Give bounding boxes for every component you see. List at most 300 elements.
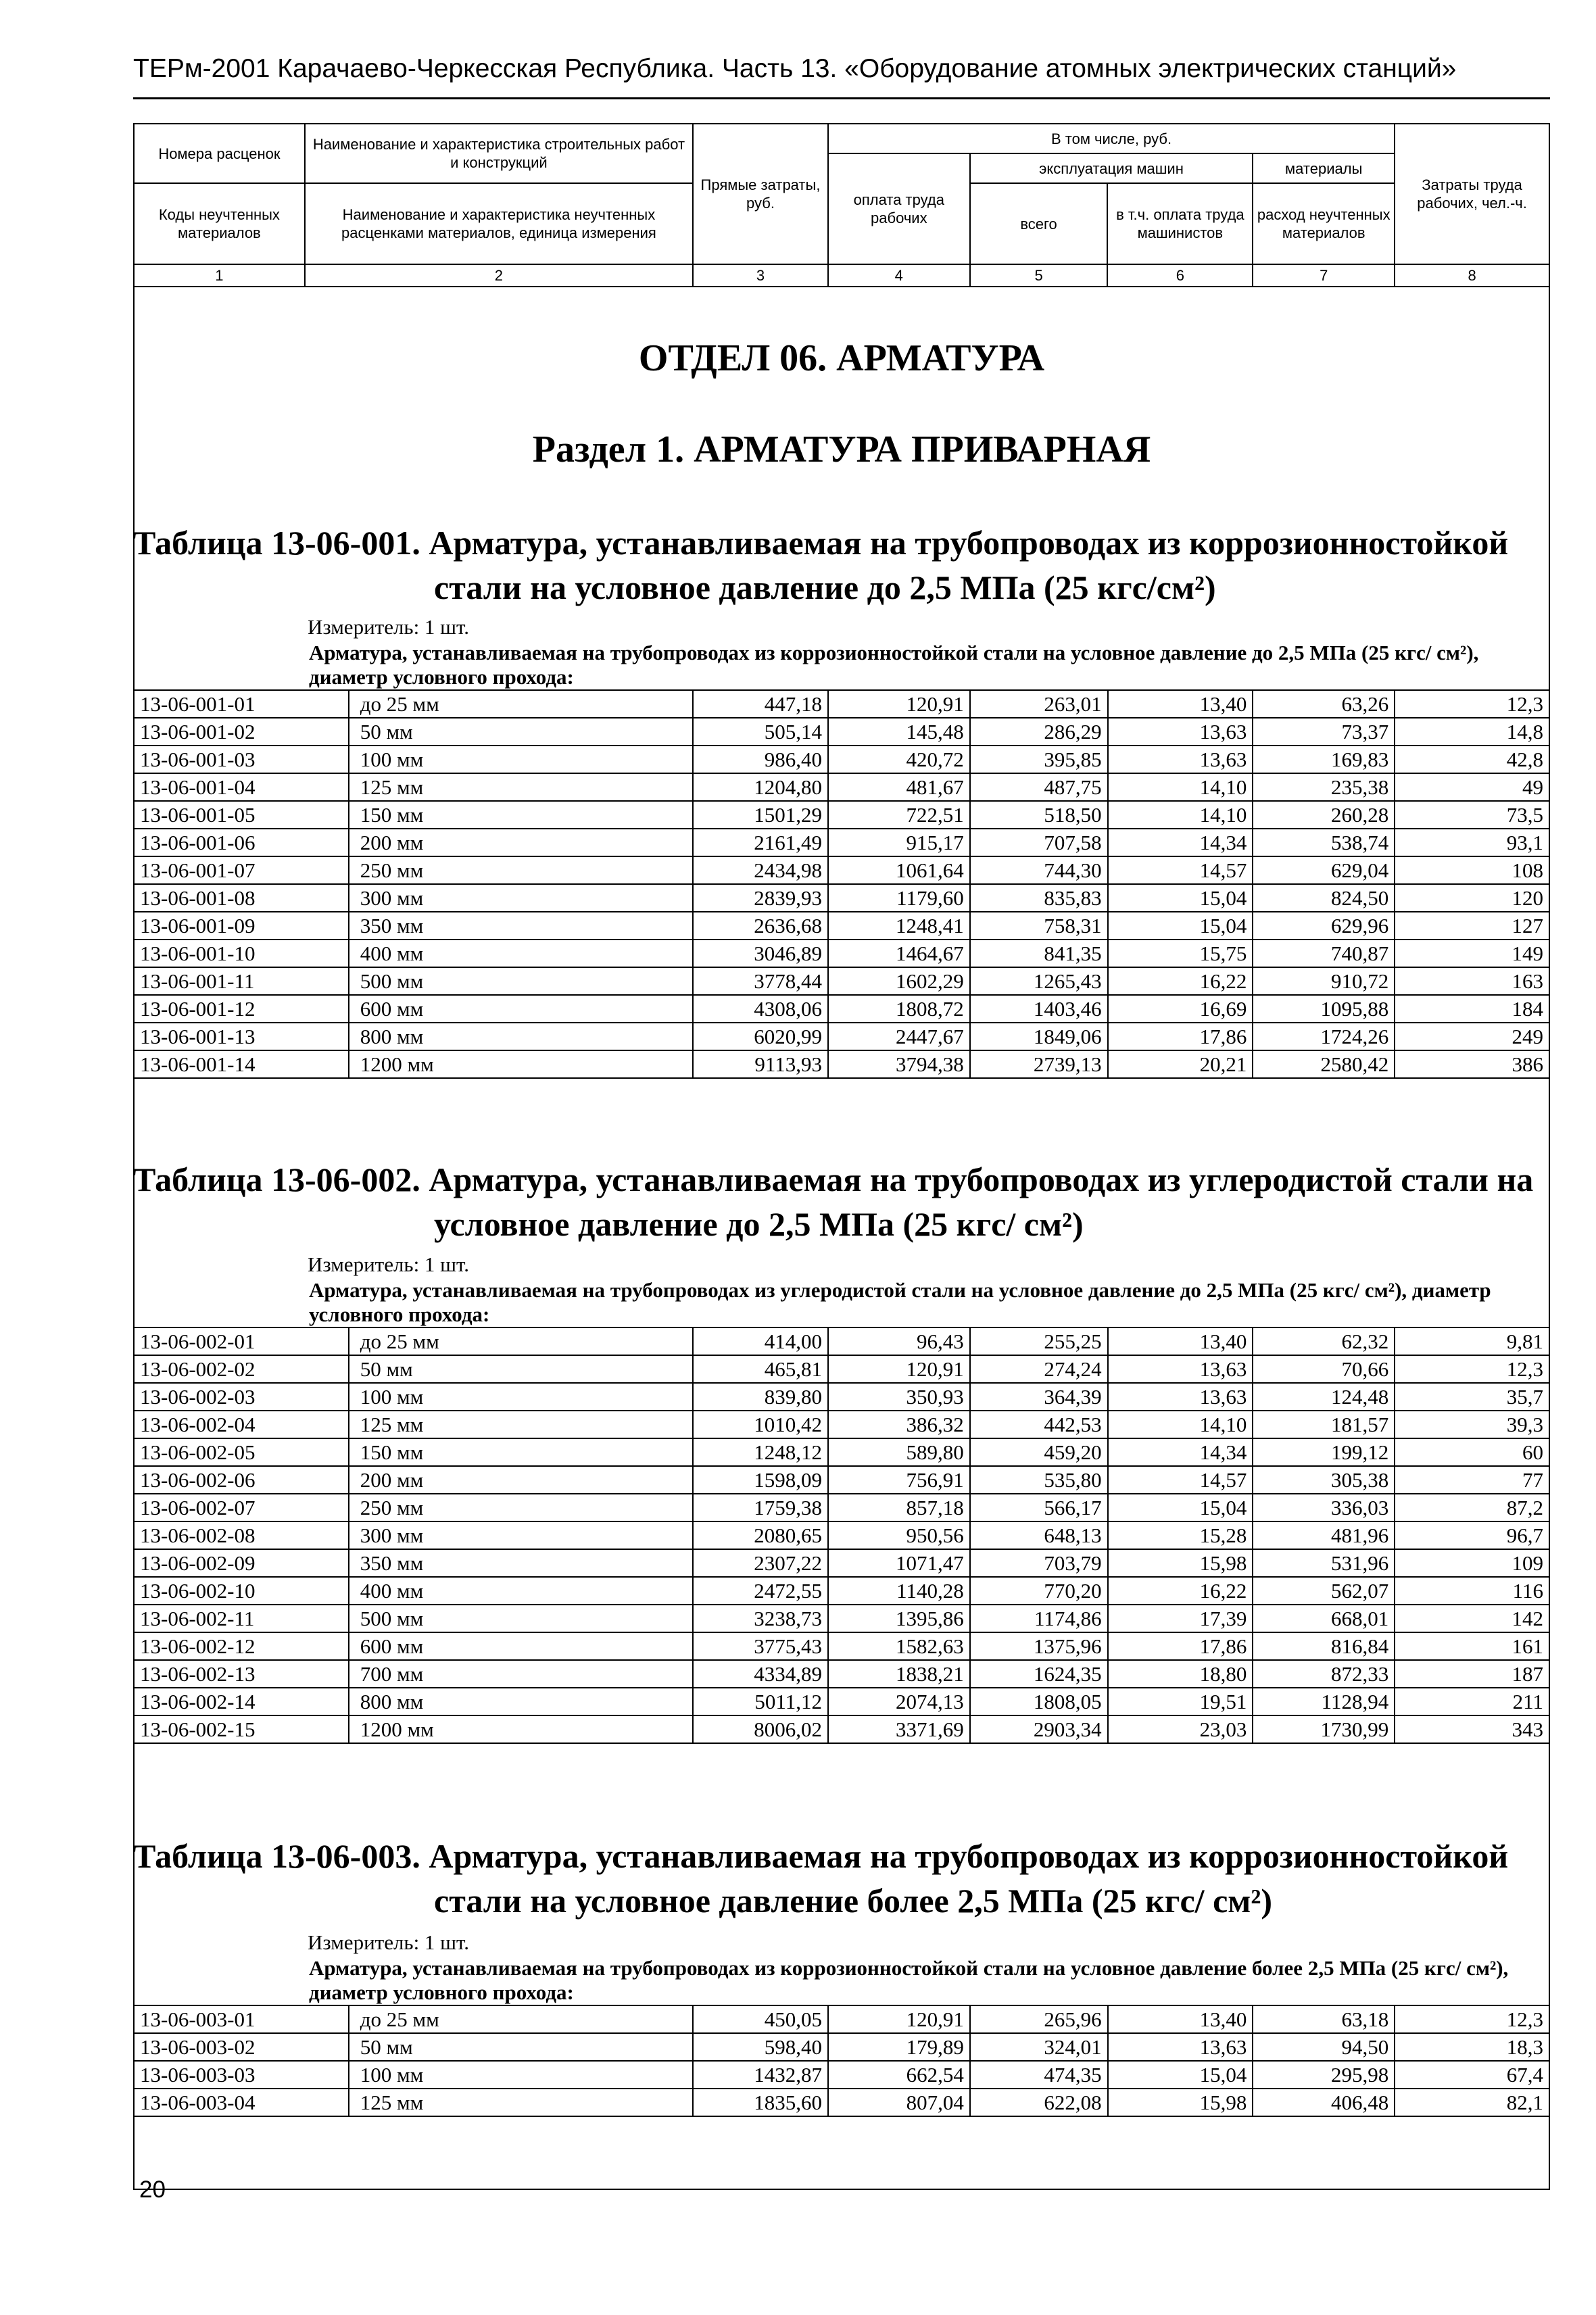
table-row [134, 1521, 1549, 1549]
labor-hours-cell: 12,3 [1395, 690, 1549, 718]
machines-total-cell: 255,25 [970, 1327, 1108, 1355]
direct-cost-cell: 8006,02 [693, 1715, 828, 1743]
rate-code-cell: 13-06-001-10 [134, 940, 349, 967]
materials-cost-cell: 94,50 [1253, 2033, 1395, 2061]
machines-total-cell: 744,30 [970, 856, 1108, 884]
labor-pay-cell: 1602,29 [828, 967, 970, 995]
table-row [134, 746, 1549, 773]
rate-code-cell: 13-06-003-03 [134, 2061, 349, 2089]
machines-total-cell: 535,80 [970, 1466, 1108, 1494]
running-header: ТЕРм-2001 Карачаево-Черкесская Республика. Часть 13. «Оборудование атомных электрических станций» [133, 54, 1457, 83]
rate-code-cell: 13-06-002-06 [134, 1466, 349, 1494]
table-row [134, 1411, 1549, 1438]
materials-cost-cell: 1724,26 [1253, 1023, 1395, 1050]
work-name-cell: 600 мм [349, 995, 693, 1023]
labor-hours-cell: 12,3 [1395, 2005, 1549, 2033]
labor-pay-cell: 3371,69 [828, 1715, 970, 1743]
rate-code-cell: 13-06-002-08 [134, 1521, 349, 1549]
labor-pay-cell: 2447,67 [828, 1023, 970, 1050]
work-name-cell: 700 мм [349, 1660, 693, 1688]
materials-cost-cell: 872,33 [1253, 1660, 1395, 1688]
work-name-cell: 500 мм [349, 967, 693, 995]
table-caption [133, 1157, 1559, 1246]
work-name-cell: 600 мм [349, 1632, 693, 1660]
rate-code-cell: 13-06-001-08 [134, 884, 349, 912]
machinist-pay-cell: 20,21 [1108, 1050, 1253, 1078]
machinist-pay-cell: 15,04 [1108, 884, 1253, 912]
labor-hours-cell: 60 [1395, 1438, 1549, 1466]
table-row [134, 1605, 1549, 1632]
work-name-cell: 300 мм [349, 884, 693, 912]
work-name-cell: 150 мм [349, 1438, 693, 1466]
work-name-cell: до 25 мм [349, 690, 693, 718]
direct-cost-cell: 447,18 [693, 690, 828, 718]
data-table [133, 1278, 1550, 1744]
labor-pay-cell: 1582,63 [828, 1632, 970, 1660]
direct-cost-cell: 2839,93 [693, 884, 828, 912]
rate-code-cell: 13-06-001-06 [134, 829, 349, 856]
labor-pay-cell: 2074,13 [828, 1688, 970, 1715]
table-row [134, 1383, 1549, 1411]
table-row [134, 1660, 1549, 1688]
labor-pay-cell: 96,43 [828, 1327, 970, 1355]
work-name-cell: 100 мм [349, 746, 693, 773]
machinist-pay-cell: 15,28 [1108, 1521, 1253, 1549]
machines-total-cell: 1375,96 [970, 1632, 1108, 1660]
page-number: 20 [139, 2176, 166, 2203]
table-row [134, 884, 1549, 912]
labor-pay-cell: 120,91 [828, 690, 970, 718]
machines-total-cell: 265,96 [970, 2005, 1108, 2033]
machinist-pay-cell: 17,86 [1108, 1632, 1253, 1660]
machinist-pay-cell: 13,40 [1108, 690, 1253, 718]
table-row [134, 2033, 1549, 2061]
labor-hours-cell: 77 [1395, 1466, 1549, 1494]
table-caption [133, 520, 1559, 610]
labor-pay-cell: 350,93 [828, 1383, 970, 1411]
direct-cost-cell: 986,40 [693, 746, 828, 773]
table-caption-line2: стали на условное давление до 2,5 МПа (25 кгс/см²) [434, 568, 1216, 606]
direct-cost-cell: 465,81 [693, 1355, 828, 1383]
materials-cost-cell: 70,66 [1253, 1355, 1395, 1383]
labor-pay-cell: 589,80 [828, 1438, 970, 1466]
direct-cost-cell: 1835,60 [693, 2089, 828, 2116]
materials-cost-cell: 305,38 [1253, 1466, 1395, 1494]
work-name-cell: 125 мм [349, 773, 693, 801]
work-name-cell: 50 мм [349, 2033, 693, 2061]
hdr-machines: эксплуатация машин [970, 153, 1253, 183]
rate-code-cell: 13-06-002-15 [134, 1715, 349, 1743]
labor-pay-cell: 662,54 [828, 2061, 970, 2089]
labor-pay-cell: 807,04 [828, 2089, 970, 2116]
direct-cost-cell: 1248,12 [693, 1438, 828, 1466]
machines-total-cell: 395,85 [970, 746, 1108, 773]
direct-cost-cell: 4334,89 [693, 1660, 828, 1688]
machinist-pay-cell: 14,57 [1108, 1466, 1253, 1494]
direct-cost-cell: 6020,99 [693, 1023, 828, 1050]
direct-cost-cell: 3046,89 [693, 940, 828, 967]
table-caption [133, 1834, 1559, 1923]
machines-total-cell: 566,17 [970, 1494, 1108, 1521]
materials-cost-cell: 1095,88 [1253, 995, 1395, 1023]
hdr-num-1: 1 [134, 264, 305, 287]
machinist-pay-cell: 14,10 [1108, 773, 1253, 801]
department-title: ОТДЕЛ 06. АРМАТУРА [638, 337, 1045, 379]
labor-hours-cell: 211 [1395, 1688, 1549, 1715]
labor-hours-cell: 142 [1395, 1605, 1549, 1632]
table-row [134, 1577, 1549, 1605]
direct-cost-cell: 1432,87 [693, 2061, 828, 2089]
labor-hours-cell: 187 [1395, 1660, 1549, 1688]
table-row [134, 718, 1549, 746]
work-name-cell: 250 мм [349, 1494, 693, 1521]
machinist-pay-cell: 15,98 [1108, 1549, 1253, 1577]
machines-total-cell: 263,01 [970, 690, 1108, 718]
hdr-col4: оплата труда рабочих [828, 153, 970, 264]
materials-cost-cell: 910,72 [1253, 967, 1395, 995]
work-name-cell: до 25 мм [349, 2005, 693, 2033]
table-unit: Измеритель: 1 шт. [308, 1930, 470, 1954]
hdr-col2-bottom: Наименование и характеристика неучтенных расценками материалов, единица измерения [305, 183, 693, 264]
machinist-pay-cell: 16,22 [1108, 967, 1253, 995]
materials-cost-cell: 336,03 [1253, 1494, 1395, 1521]
materials-cost-cell: 235,38 [1253, 773, 1395, 801]
labor-hours-cell: 96,7 [1395, 1521, 1549, 1549]
table-row [134, 1715, 1549, 1743]
machines-total-cell: 1808,05 [970, 1688, 1108, 1715]
labor-pay-cell: 420,72 [828, 746, 970, 773]
rate-code-cell: 13-06-001-04 [134, 773, 349, 801]
rate-code-cell: 13-06-002-07 [134, 1494, 349, 1521]
labor-hours-cell: 49 [1395, 773, 1549, 801]
table-row [134, 1023, 1549, 1050]
materials-cost-cell: 740,87 [1253, 940, 1395, 967]
rate-code-cell: 13-06-001-01 [134, 690, 349, 718]
machines-total-cell: 835,83 [970, 884, 1108, 912]
materials-cost-cell: 63,26 [1253, 690, 1395, 718]
rate-code-cell: 13-06-002-13 [134, 1660, 349, 1688]
rate-code-cell: 13-06-002-02 [134, 1355, 349, 1383]
work-name-cell: 125 мм [349, 2089, 693, 2116]
machinist-pay-cell: 13,63 [1108, 718, 1253, 746]
machines-total-cell: 286,29 [970, 718, 1108, 746]
labor-pay-cell: 1061,64 [828, 856, 970, 884]
materials-cost-cell: 629,04 [1253, 856, 1395, 884]
labor-hours-cell: 108 [1395, 856, 1549, 884]
labor-pay-cell: 386,32 [828, 1411, 970, 1438]
labor-hours-cell: 35,7 [1395, 1383, 1549, 1411]
machines-total-cell: 487,75 [970, 773, 1108, 801]
table-subheader: Арматура, устанавливаемая на трубопроводах из коррозионностойкой стали на условное давление до 2,5 МПа (25 кгс/ см²), диаметр условного прохода: [134, 641, 1549, 690]
table-row [134, 1494, 1549, 1521]
materials-cost-cell: 169,83 [1253, 746, 1395, 773]
labor-pay-cell: 1248,41 [828, 912, 970, 940]
direct-cost-cell: 505,14 [693, 718, 828, 746]
work-name-cell: 100 мм [349, 1383, 693, 1411]
machines-total-cell: 2903,34 [970, 1715, 1108, 1743]
machines-total-cell: 324,01 [970, 2033, 1108, 2061]
machines-total-cell: 703,79 [970, 1549, 1108, 1577]
work-name-cell: 150 мм [349, 801, 693, 829]
section-title: Раздел 1. АРМАТУРА ПРИВАРНАЯ [532, 429, 1151, 470]
table-row [134, 1438, 1549, 1466]
machines-total-cell: 770,20 [970, 1577, 1108, 1605]
labor-pay-cell: 1140,28 [828, 1577, 970, 1605]
table-row [134, 2061, 1549, 2089]
labor-pay-cell: 915,17 [828, 829, 970, 856]
labor-hours-cell: 82,1 [1395, 2089, 1549, 2116]
labor-hours-cell: 161 [1395, 1632, 1549, 1660]
direct-cost-cell: 3238,73 [693, 1605, 828, 1632]
labor-hours-cell: 109 [1395, 1549, 1549, 1577]
labor-pay-cell: 481,67 [828, 773, 970, 801]
machinist-pay-cell: 15,75 [1108, 940, 1253, 967]
machinist-pay-cell: 13,63 [1108, 2033, 1253, 2061]
labor-hours-cell: 39,3 [1395, 1411, 1549, 1438]
labor-pay-cell: 722,51 [828, 801, 970, 829]
work-name-cell: 50 мм [349, 718, 693, 746]
materials-cost-cell: 73,37 [1253, 718, 1395, 746]
labor-hours-cell: 18,3 [1395, 2033, 1549, 2061]
data-table [133, 641, 1550, 1079]
machinist-pay-cell: 18,80 [1108, 1660, 1253, 1688]
hdr-col1-top: Номера расценок [134, 124, 305, 183]
labor-pay-cell: 1179,60 [828, 884, 970, 912]
hdr-num-8: 8 [1395, 264, 1549, 287]
work-name-cell: 500 мм [349, 1605, 693, 1632]
labor-pay-cell: 3794,38 [828, 1050, 970, 1078]
direct-cost-cell: 1204,80 [693, 773, 828, 801]
table-unit: Измеритель: 1 шт. [308, 615, 470, 639]
direct-cost-cell: 2636,68 [693, 912, 828, 940]
machinist-pay-cell: 14,57 [1108, 856, 1253, 884]
direct-cost-cell: 2161,49 [693, 829, 828, 856]
work-name-cell: 200 мм [349, 829, 693, 856]
direct-cost-cell: 450,05 [693, 2005, 828, 2033]
hdr-incl: В том числе, руб. [828, 124, 1395, 153]
direct-cost-cell: 5011,12 [693, 1688, 828, 1715]
materials-cost-cell: 62,32 [1253, 1327, 1395, 1355]
materials-cost-cell: 481,96 [1253, 1521, 1395, 1549]
materials-cost-cell: 1128,94 [1253, 1688, 1395, 1715]
table-row [134, 1688, 1549, 1715]
machines-total-cell: 474,35 [970, 2061, 1108, 2089]
rate-code-cell: 13-06-001-13 [134, 1023, 349, 1050]
labor-hours-cell: 343 [1395, 1715, 1549, 1743]
direct-cost-cell: 1598,09 [693, 1466, 828, 1494]
direct-cost-cell: 1010,42 [693, 1411, 828, 1438]
machinist-pay-cell: 13,40 [1108, 2005, 1253, 2033]
work-name-cell: 400 мм [349, 1577, 693, 1605]
direct-cost-cell: 1759,38 [693, 1494, 828, 1521]
table-row [134, 856, 1549, 884]
materials-cost-cell: 406,48 [1253, 2089, 1395, 2116]
direct-cost-cell: 2434,98 [693, 856, 828, 884]
machinist-pay-cell: 15,04 [1108, 912, 1253, 940]
labor-hours-cell: 9,81 [1395, 1327, 1549, 1355]
table-subheader: Арматура, устанавливаемая на трубопроводах из углеродистой стали на условное давление до 2,5 МПа (25 кгс/ см²), диаметр условного прохода: [134, 1278, 1549, 1327]
machines-total-cell: 1849,06 [970, 1023, 1108, 1050]
hdr-num-3: 3 [693, 264, 828, 287]
labor-hours-cell: 249 [1395, 1023, 1549, 1050]
labor-pay-cell: 857,18 [828, 1494, 970, 1521]
machinist-pay-cell: 15,04 [1108, 2061, 1253, 2089]
labor-hours-cell: 163 [1395, 967, 1549, 995]
materials-cost-cell: 181,57 [1253, 1411, 1395, 1438]
table-row [134, 829, 1549, 856]
work-name-cell: 300 мм [349, 1521, 693, 1549]
machinist-pay-cell: 17,39 [1108, 1605, 1253, 1632]
table-row [134, 1355, 1549, 1383]
rate-code-cell: 13-06-002-09 [134, 1549, 349, 1577]
direct-cost-cell: 3775,43 [693, 1632, 828, 1660]
table-caption-line2: условное давление до 2,5 МПа (25 кгс/ см²) [434, 1205, 1084, 1243]
direct-cost-cell: 2472,55 [693, 1577, 828, 1605]
labor-pay-cell: 756,91 [828, 1466, 970, 1494]
table-row [134, 2005, 1549, 2033]
machines-total-cell: 1265,43 [970, 967, 1108, 995]
labor-pay-cell: 1808,72 [828, 995, 970, 1023]
table-row [134, 912, 1549, 940]
hdr-col2-top: Наименование и характеристика строительных работ и конструкций [305, 124, 693, 183]
work-name-cell: 1200 мм [349, 1715, 693, 1743]
machinist-pay-cell: 14,10 [1108, 801, 1253, 829]
hdr-col5: всего [970, 183, 1108, 264]
work-name-cell: до 25 мм [349, 1327, 693, 1355]
direct-cost-cell: 9113,93 [693, 1050, 828, 1078]
labor-pay-cell: 120,91 [828, 1355, 970, 1383]
hdr-col8: Затраты труда рабочих, чел.-ч. [1395, 124, 1549, 264]
machines-total-cell: 1624,35 [970, 1660, 1108, 1688]
direct-cost-cell: 598,40 [693, 2033, 828, 2061]
materials-cost-cell: 295,98 [1253, 2061, 1395, 2089]
machinist-pay-cell: 14,34 [1108, 829, 1253, 856]
hdr-num-4: 4 [828, 264, 970, 287]
machines-total-cell: 648,13 [970, 1521, 1108, 1549]
machines-total-cell: 518,50 [970, 801, 1108, 829]
labor-pay-cell: 1395,86 [828, 1605, 970, 1632]
materials-cost-cell: 199,12 [1253, 1438, 1395, 1466]
table-subheader: Арматура, устанавливаемая на трубопроводах из коррозионностойкой стали на условное давление более 2,5 МПа (25 кгс/ см²), диаметр условного прохода: [134, 1956, 1549, 2005]
rate-code-cell: 13-06-002-04 [134, 1411, 349, 1438]
labor-hours-cell: 116 [1395, 1577, 1549, 1605]
rate-code-cell: 13-06-001-09 [134, 912, 349, 940]
work-name-cell: 400 мм [349, 940, 693, 967]
machines-total-cell: 1174,86 [970, 1605, 1108, 1632]
header-rule [133, 97, 1550, 99]
data-table [133, 1956, 1550, 2117]
hdr-col1-bottom: Коды неучтенных материалов [134, 183, 305, 264]
direct-cost-cell: 2307,22 [693, 1549, 828, 1577]
materials-cost-cell: 2580,42 [1253, 1050, 1395, 1078]
rate-code-cell: 13-06-001-02 [134, 718, 349, 746]
materials-cost-cell: 531,96 [1253, 1549, 1395, 1577]
machines-total-cell: 364,39 [970, 1383, 1108, 1411]
work-name-cell: 50 мм [349, 1355, 693, 1383]
labor-hours-cell: 386 [1395, 1050, 1549, 1078]
rate-code-cell: 13-06-002-05 [134, 1438, 349, 1466]
machines-total-cell: 274,24 [970, 1355, 1108, 1383]
table-row [134, 1050, 1549, 1078]
machines-total-cell: 841,35 [970, 940, 1108, 967]
rate-code-cell: 13-06-002-12 [134, 1632, 349, 1660]
machinist-pay-cell: 13,40 [1108, 1327, 1253, 1355]
table-row [134, 1549, 1549, 1577]
machinist-pay-cell: 19,51 [1108, 1688, 1253, 1715]
labor-hours-cell: 127 [1395, 912, 1549, 940]
hdr-num-6: 6 [1107, 264, 1253, 287]
labor-hours-cell: 184 [1395, 995, 1549, 1023]
labor-pay-cell: 179,89 [828, 2033, 970, 2061]
labor-pay-cell: 1071,47 [828, 1549, 970, 1577]
labor-hours-cell: 120 [1395, 884, 1549, 912]
machines-total-cell: 442,53 [970, 1411, 1108, 1438]
rate-code-cell: 13-06-002-01 [134, 1327, 349, 1355]
work-name-cell: 250 мм [349, 856, 693, 884]
hdr-materials: материалы [1253, 153, 1395, 183]
direct-cost-cell: 1501,29 [693, 801, 828, 829]
labor-hours-cell: 73,5 [1395, 801, 1549, 829]
work-name-cell: 800 мм [349, 1688, 693, 1715]
hdr-num-2: 2 [305, 264, 693, 287]
machinist-pay-cell: 16,22 [1108, 1577, 1253, 1605]
machinist-pay-cell: 14,34 [1108, 1438, 1253, 1466]
materials-cost-cell: 538,74 [1253, 829, 1395, 856]
hdr-col7: расход неучтенных материалов [1253, 183, 1395, 264]
labor-pay-cell: 1464,67 [828, 940, 970, 967]
labor-hours-cell: 67,4 [1395, 2061, 1549, 2089]
table-row [134, 801, 1549, 829]
work-name-cell: 350 мм [349, 912, 693, 940]
materials-cost-cell: 1730,99 [1253, 1715, 1395, 1743]
table-row [134, 967, 1549, 995]
rate-code-cell: 13-06-002-14 [134, 1688, 349, 1715]
work-name-cell: 125 мм [349, 1411, 693, 1438]
materials-cost-cell: 668,01 [1253, 1605, 1395, 1632]
materials-cost-cell: 629,96 [1253, 912, 1395, 940]
work-name-cell: 350 мм [349, 1549, 693, 1577]
machines-total-cell: 1403,46 [970, 995, 1108, 1023]
hdr-num-7: 7 [1253, 264, 1395, 287]
table-row [134, 1466, 1549, 1494]
rate-code-cell: 13-06-002-11 [134, 1605, 349, 1632]
labor-hours-cell: 149 [1395, 940, 1549, 967]
table-row [134, 690, 1549, 718]
labor-pay-cell: 1838,21 [828, 1660, 970, 1688]
labor-pay-cell: 950,56 [828, 1521, 970, 1549]
rate-code-cell: 13-06-003-01 [134, 2005, 349, 2033]
direct-cost-cell: 4308,06 [693, 995, 828, 1023]
rate-code-cell: 13-06-001-14 [134, 1050, 349, 1078]
rate-code-cell: 13-06-003-04 [134, 2089, 349, 2116]
materials-cost-cell: 816,84 [1253, 1632, 1395, 1660]
labor-hours-cell: 14,8 [1395, 718, 1549, 746]
machinist-pay-cell: 13,63 [1108, 746, 1253, 773]
machinist-pay-cell: 17,86 [1108, 1023, 1253, 1050]
direct-cost-cell: 414,00 [693, 1327, 828, 1355]
machinist-pay-cell: 16,69 [1108, 995, 1253, 1023]
column-header-table [133, 123, 1550, 287]
direct-cost-cell: 839,80 [693, 1383, 828, 1411]
hdr-num-5: 5 [970, 264, 1108, 287]
machines-total-cell: 622,08 [970, 2089, 1108, 2116]
rate-code-cell: 13-06-001-07 [134, 856, 349, 884]
rate-code-cell: 13-06-001-03 [134, 746, 349, 773]
table-caption-line2: стали на условное давление более 2,5 МПа (25 кгс/ см²) [434, 1882, 1272, 1920]
rate-code-cell: 13-06-001-12 [134, 995, 349, 1023]
rate-code-cell: 13-06-001-11 [134, 967, 349, 995]
rate-code-cell: 13-06-002-03 [134, 1383, 349, 1411]
